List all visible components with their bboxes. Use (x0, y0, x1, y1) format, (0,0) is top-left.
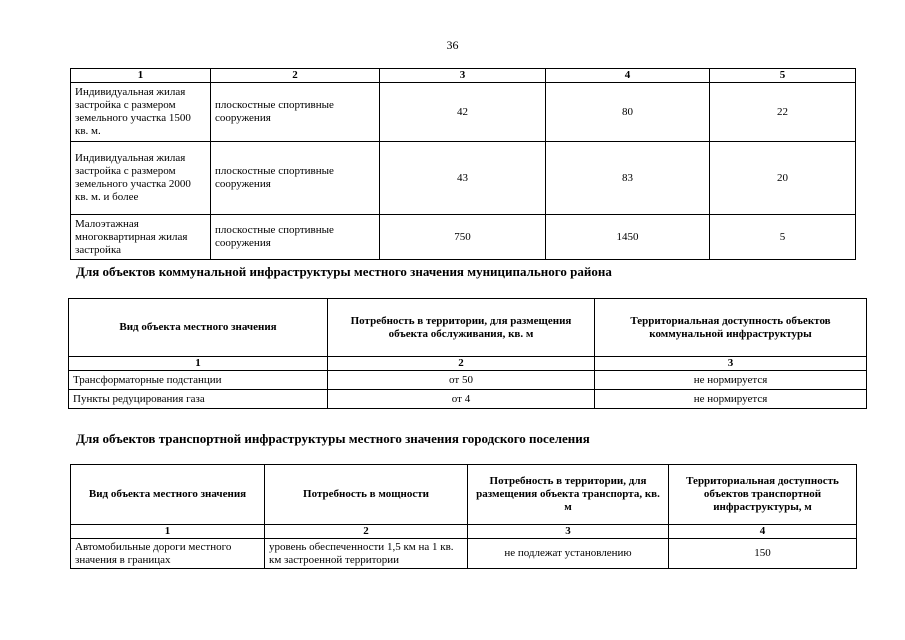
sports-facilities-table (70, 68, 856, 260)
table-row (71, 539, 857, 569)
development-type-cell: Индивидуальная жилая застройка с размером земельного участка 2000 кв. м. и более (71, 142, 211, 215)
value-cell: 80 (546, 83, 710, 142)
value-cell: 750 (380, 215, 546, 260)
column-number: 3 (595, 357, 867, 371)
object-type-cell: Трансформаторные подстанции (69, 371, 328, 390)
column-number: 1 (71, 525, 265, 539)
column-header: Потребность в мощности (265, 465, 468, 525)
column-header: Территориальная доступность объектов коммунальной инфраструктуры (595, 299, 867, 357)
column-header: Вид объекта местного значения (69, 299, 328, 357)
facility-type-cell: плоскостные спортивные сооружения (211, 215, 380, 260)
value-cell: 5 (710, 215, 856, 260)
column-header: Потребность в территории, для размещения объекта обслуживания, кв. м (328, 299, 595, 357)
column-header: Территориальная доступность объектов транспортной инфраструктуры, м (669, 465, 857, 525)
facility-type-cell: плоскостные спортивные сооружения (211, 142, 380, 215)
area-need-cell: от 4 (328, 390, 595, 409)
area-need-cell: от 50 (328, 371, 595, 390)
area-need-cell: не подлежат установлению (468, 539, 669, 569)
column-number: 1 (69, 357, 328, 371)
table-row (69, 371, 867, 390)
capacity-need-cell: уровень обеспеченности 1,5 км на 1 кв. км застроенной территории (265, 539, 468, 569)
column-number: 3 (468, 525, 669, 539)
communal-infrastructure-table (68, 298, 867, 409)
accessibility-cell: 150 (669, 539, 857, 569)
column-number: 1 (71, 69, 211, 83)
table-row (71, 215, 856, 260)
value-cell: 83 (546, 142, 710, 215)
column-number-row (69, 357, 867, 371)
column-number: 2 (328, 357, 595, 371)
accessibility-cell: не нормируется (595, 390, 867, 409)
table-header-row (69, 299, 867, 357)
column-number-row (71, 525, 857, 539)
column-number: 2 (265, 525, 468, 539)
column-number: 4 (669, 525, 857, 539)
column-header: Вид объекта местного значения (71, 465, 265, 525)
page-number: 36 (446, 38, 459, 52)
transport-infrastructure-table (70, 464, 857, 569)
column-number: 5 (710, 69, 856, 83)
table-row (71, 83, 856, 142)
object-type-cell: Автомобильные дороги местного значения в границах (71, 539, 265, 569)
object-type-cell: Пункты редуцирования газа (69, 390, 328, 409)
column-number: 2 (211, 69, 380, 83)
table-row (71, 142, 856, 215)
development-type-cell: Индивидуальная жилая застройка с размером земельного участка 1500 кв. м. (71, 83, 211, 142)
value-cell: 20 (710, 142, 856, 215)
section-heading-communal: Для объектов коммунальной инфраструктуры местного значения муниципального района (76, 264, 612, 279)
value-cell: 22 (710, 83, 856, 142)
section-heading-transport: Для объектов транспортной инфраструктуры местного значения городского поселения (76, 431, 590, 446)
value-cell: 1450 (546, 215, 710, 260)
table-header-row (71, 69, 856, 83)
table-header-row (71, 465, 857, 525)
development-type-cell: Малоэтажная многоквартирная жилая застройка (71, 215, 211, 260)
facility-type-cell: плоскостные спортивные сооружения (211, 83, 380, 142)
column-header: Потребность в территории, для размещения объекта транспорта, кв. м (468, 465, 669, 525)
column-number: 3 (380, 69, 546, 83)
value-cell: 43 (380, 142, 546, 215)
accessibility-cell: не нормируется (595, 371, 867, 390)
table-row (69, 390, 867, 409)
value-cell: 42 (380, 83, 546, 142)
column-number: 4 (546, 69, 710, 83)
